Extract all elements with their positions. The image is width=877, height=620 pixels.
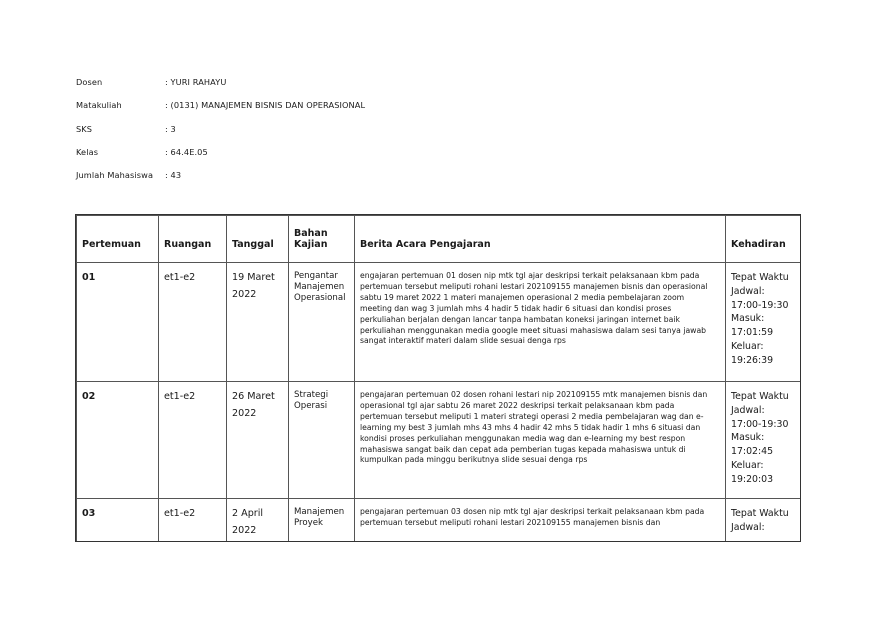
kelas-value: : 64.4E.05 [165,146,208,157]
sks-value: : 3 [165,123,176,134]
jadwal-value: 17:00-19:30 [731,299,789,311]
keluar-value: 19:26:39 [731,354,774,366]
masuk-label: Masuk: [731,432,765,444]
cell-berita-acara: pengajaran pertemuan 02 dosen rohani lestari nip 202109155 mtk manajemen bisnis dan operasional tgl ajar sabtu 26 maret 2022 deskripsi terkait pelaksanaan kbm pada pertemuan tersebut meliputi 1 materi strategi operasi 2 media pembelajaran wag dan e-learning my best 3 jumlah mhs 43 mhs 4 hadir 42 mhs 5 tidak hadir 1 mhs 6 situasi dan kondisi proses perkuliahan menggunakan media wag dan e-learning my best respon mahasiswa sangat baik dan cepat ada pemberian tugas kepada mahasiswa untuk di kumpulkan pada minggu berikutnya slide sesuai denga rps [355,382,726,499]
keluar-value: 19:20:03 [731,473,774,485]
cell-ruangan: et1-e2 [159,382,227,499]
kehadiran-status: Tepat Waktu [731,272,789,283]
table-row [77,382,802,499]
cell-pertemuan: 01 [77,263,159,382]
jadwal-label: Jadwal: [731,521,765,533]
dosen-value: : YURI RAHAYU [165,77,227,87]
jadwal-label: Jadwal: [731,404,765,416]
masuk-value: 17:02:45 [731,446,774,458]
cell-kehadiran [726,382,802,499]
cell-bahan-kajian: Strategi Operasi [289,382,355,499]
sks-label: SKS [76,123,93,134]
kelas-label: Kelas [76,146,99,157]
matakuliah-label: Matakuliah [76,100,122,111]
header-bahan-kajian: Bahan Kajian [289,216,355,263]
table-row [77,263,802,382]
cell-tanggal: 26 Maret 2022 [227,382,289,499]
cell-ruangan: et1-e2 [159,263,227,382]
table-row [77,499,802,543]
cell-pertemuan: 02 [77,382,159,499]
header-pertemuan: Pertemuan [77,216,159,263]
cell-pertemuan: 03 [77,499,159,543]
cell-berita-acara: pengajaran pertemuan 03 dosen nip mtk tgl ajar deskripsi terkait pelaksanaan kbm pada pertemuan tersebut meliputi rohani lestari 202109155 manajemen bisnis dan [355,499,726,543]
cell-bahan-kajian: Manajemen Proyek [289,499,355,543]
keluar-label: Keluar: [731,340,764,352]
header-kehadiran: Kehadiran [726,216,802,263]
jumlah-mahasiswa-label: Jumlah Mahasiswa [76,170,154,181]
masuk-value: 17:01:59 [731,327,774,339]
kehadiran-status: Tepat Waktu [731,391,789,402]
jadwal-label: Jadwal: [731,285,765,297]
cell-kehadiran [726,263,802,382]
cell-berita-acara: engajaran pertemuan 01 dosen nip mtk tgl ajar deskripsi terkait pelaksanaan kbm pada pertemuan tersebut meliputi rohani lestari 202109155 manajemen bisnis dan operasional sabtu 19 maret 2022 1 materi manajemen operasional 2 media pembelajaran zoom meeting dan wag 3 jumlah mhs 4 hadir 5 tidak hadir 6 situasi dan kondisi proses perkuliahan berjalan dengan lancar tanpa hambatan koneksi jaringan internet baik perkuliahan menggunakan media google meet situasi mahasiswa dalam sesi tanya jawab sangat interaktif materi dalam slide sesuai denga rps [355,263,726,382]
dosen-label: Dosen [76,77,103,87]
table-header-row [77,216,802,263]
masuk-label: Masuk: [731,313,765,325]
jadwal-value: 17:00-19:30 [731,418,789,430]
header-ruangan: Ruangan [159,216,227,263]
matakuliah-value: : (0131) MANAJEMEN BISNIS DAN OPERASIONAL [165,100,366,111]
cell-ruangan: et1-e2 [159,499,227,543]
cell-tanggal: 19 Maret 2022 [227,263,289,382]
header-tanggal: Tanggal [227,216,289,263]
keluar-label: Keluar: [731,459,764,471]
cell-kehadiran [726,499,802,543]
header-berita-acara: Berita Acara Pengajaran [355,216,726,263]
cell-bahan-kajian: Pengantar Manajemen Operasional [289,263,355,382]
attendance-table [75,214,801,542]
cell-tanggal: 2 April 2022 [227,499,289,543]
jumlah-mahasiswa-value: : 43 [165,170,182,181]
kehadiran-status: Tepat Waktu [731,508,789,519]
